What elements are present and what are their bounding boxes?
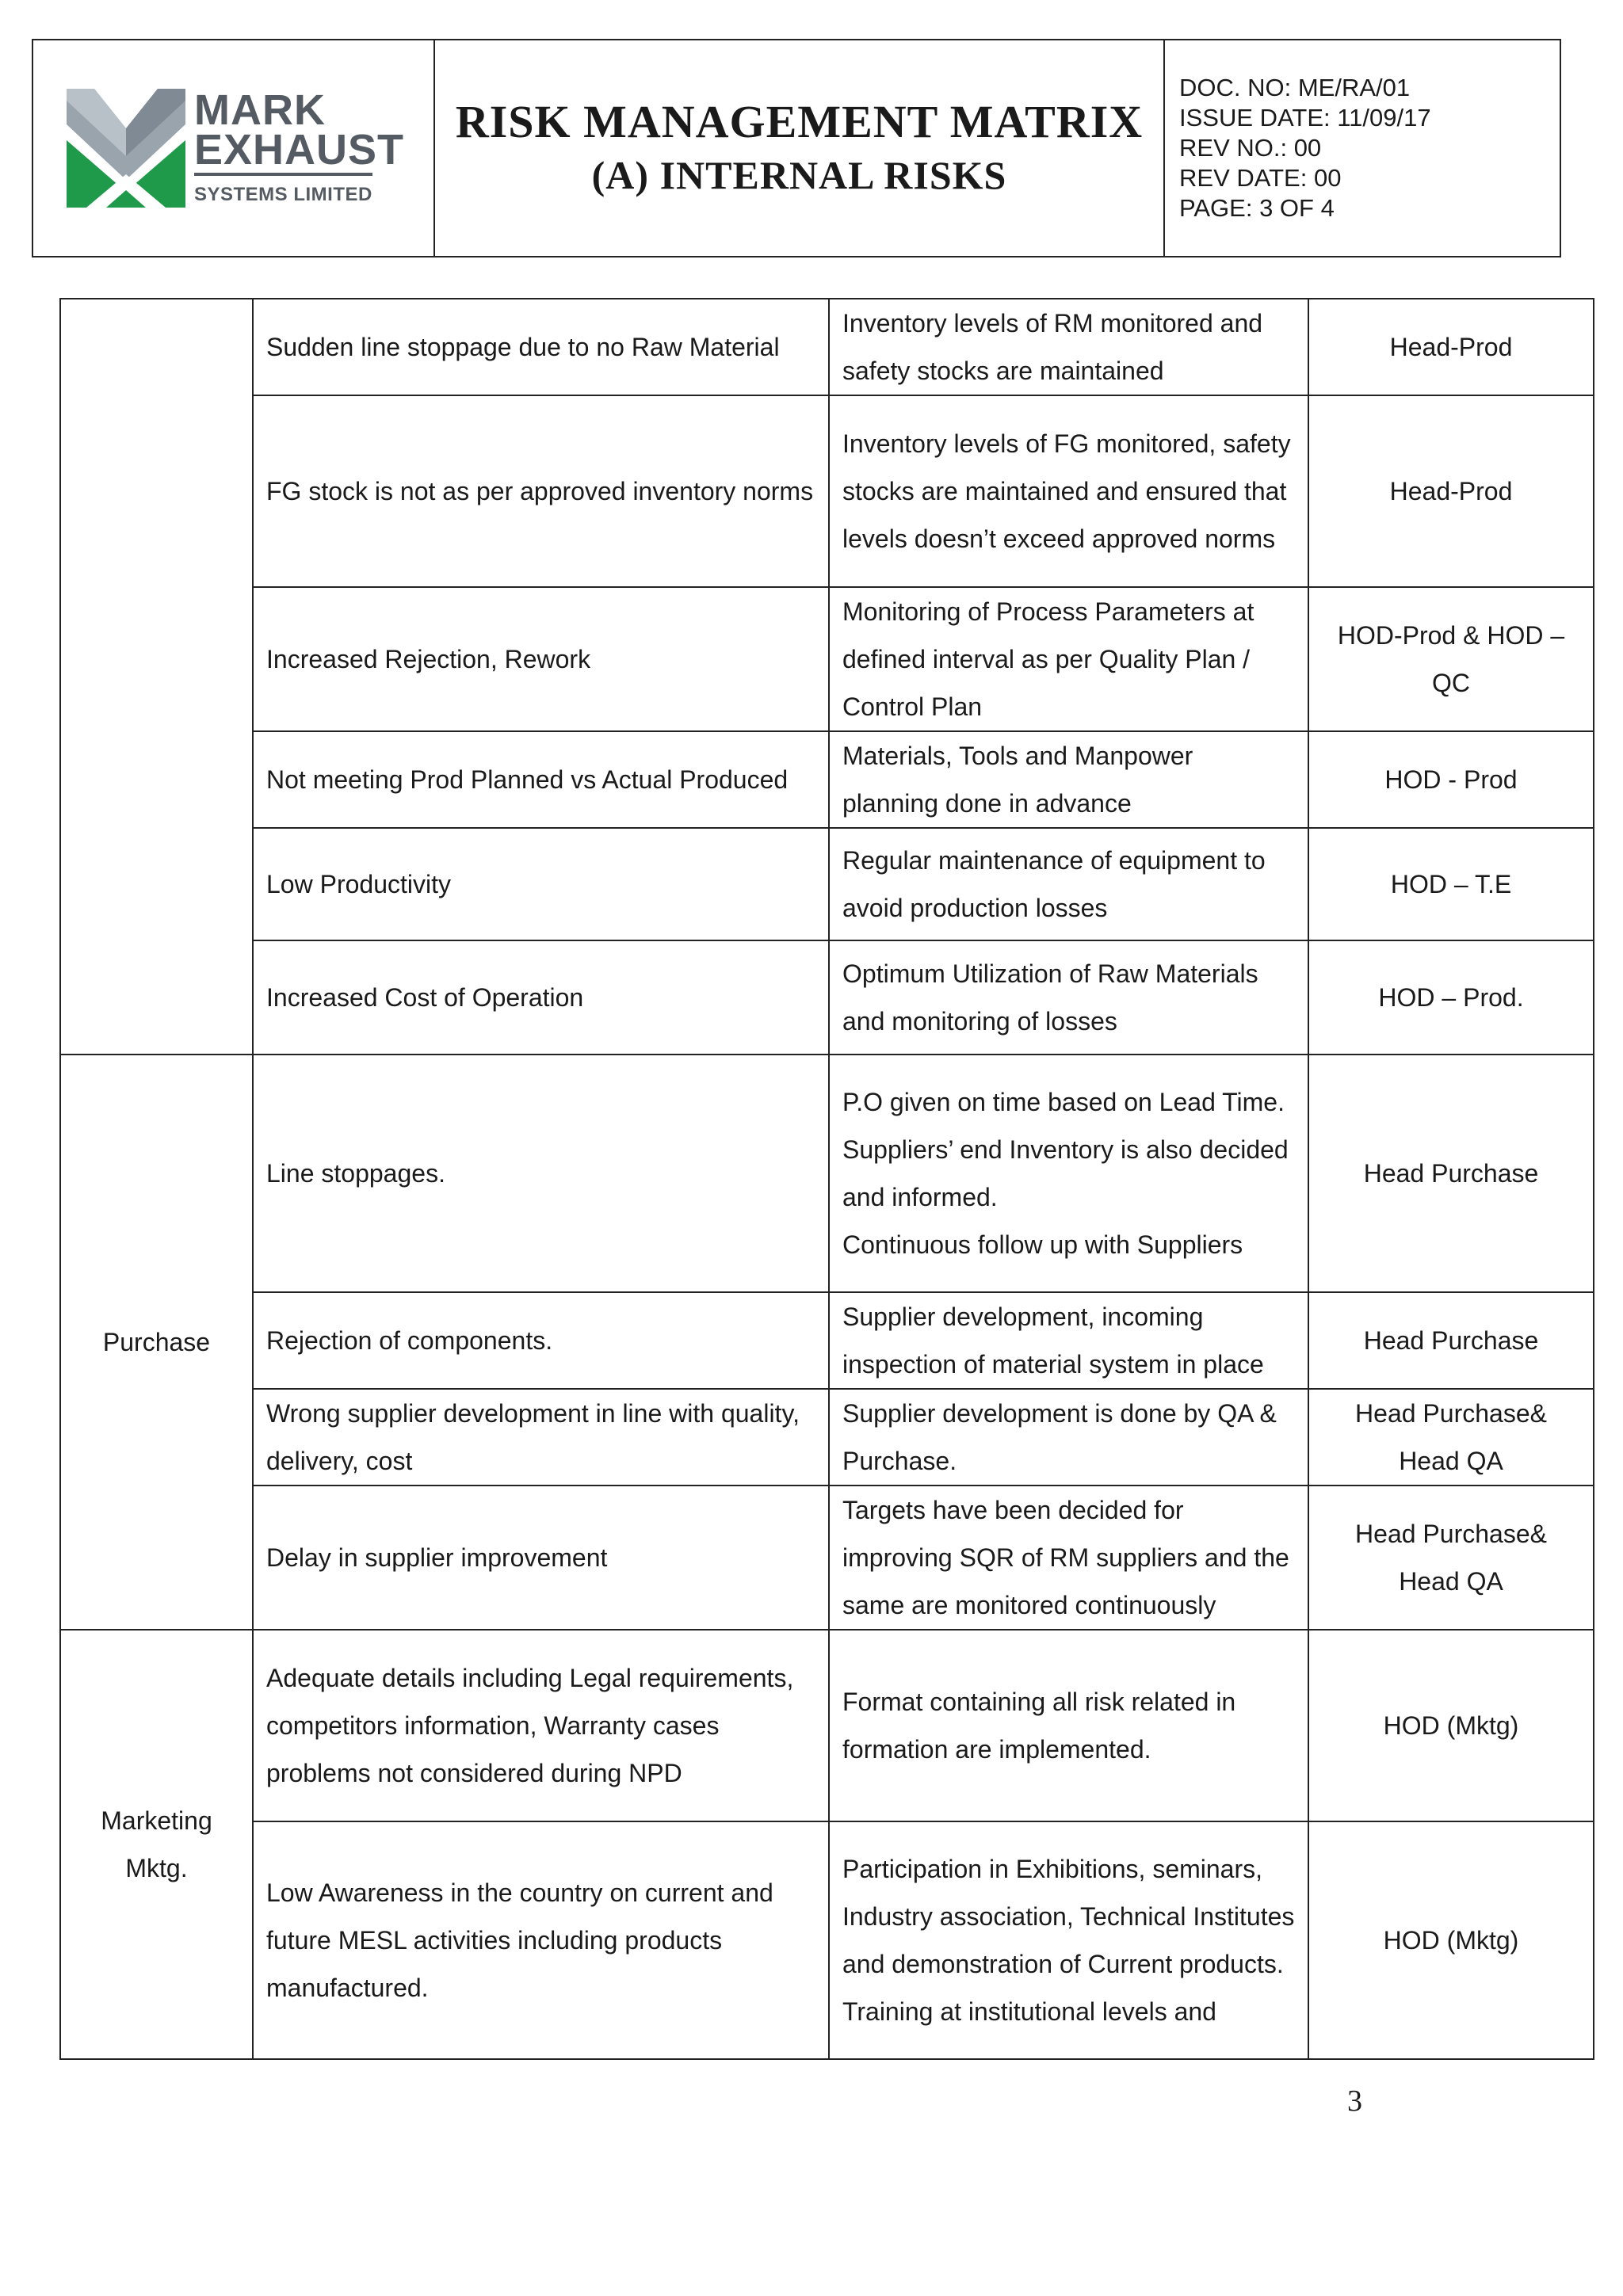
mitigation-cell: Monitoring of Process Parameters at defined interval as per Quality Plan / Control Plan (829, 587, 1308, 731)
owner-cell: HOD (Mktg) (1308, 1821, 1594, 2059)
document-title: RISK MANAGEMENT MATRIX (455, 96, 1144, 147)
company-logo (63, 81, 404, 215)
mitigation-line: Training at institutional levels and (842, 1997, 1216, 2026)
logo-mark-icon (63, 81, 189, 215)
doc-number: DOC. NO: ME/RA/01 (1179, 74, 1411, 101)
owner-cell: HOD-Prod & HOD – QC (1308, 587, 1594, 731)
risk-cell: Low Awareness in the country on current and future MESL activities including products manufactured. (253, 1821, 829, 2059)
table-row (60, 1821, 1594, 2059)
risk-cell: FG stock is not as per approved inventory norms (253, 395, 829, 587)
owner-cell: HOD – Prod. (1308, 940, 1594, 1055)
owner-cell: Head Purchase (1308, 1292, 1594, 1389)
mitigation-cell: Inventory levels of FG monitored, safety stocks are maintained and ensured that levels doesn’t exceed approved norms (829, 395, 1308, 587)
risk-cell: Delay in supplier improvement (253, 1486, 829, 1630)
document-header (32, 39, 1561, 257)
department-name: Marketing (101, 1806, 212, 1835)
logo-cell (33, 40, 435, 256)
risk-cell: Increased Cost of Operation (253, 940, 829, 1055)
risk-cell: Wrong supplier development in line with quality, delivery, cost (253, 1389, 829, 1486)
mitigation-cell: Format containing all risk related in formation are implemented. (829, 1630, 1308, 1821)
risk-matrix-table (59, 298, 1594, 2060)
table-row (60, 587, 1594, 731)
table-row (60, 731, 1594, 828)
table-row (60, 1292, 1594, 1389)
risk-cell: Low Productivity (253, 828, 829, 940)
risk-cell: Sudden line stoppage due to no Raw Material (253, 299, 829, 395)
logo-text-mark: MARK (193, 86, 326, 134)
department-cell: Purchase (60, 1055, 253, 1630)
issue-date: ISSUE DATE: 11/09/17 (1179, 104, 1431, 132)
risk-cell: Increased Rejection, Rework (253, 587, 829, 731)
table-row (60, 940, 1594, 1055)
logo-text-systems: SYSTEMS LIMITED (193, 184, 372, 205)
mitigation-cell (829, 1821, 1308, 2059)
mitigation-cell: Regular maintenance of equipment to avoid production losses (829, 828, 1308, 940)
owner-cell: Head Purchase (1308, 1055, 1594, 1292)
table-row (60, 828, 1594, 940)
mitigation-cell: Targets have been decided for improving SQR of RM suppliers and the same are monitored continuously (829, 1486, 1308, 1630)
mitigation-line: Suppliers’ end Inventory is also decided and informed. (842, 1135, 1289, 1211)
mitigation-line: P.O given on time based on Lead Time. (842, 1088, 1285, 1116)
page-number: 3 (1347, 2084, 1362, 2118)
mitigation-cell: Supplier development, incoming inspection of material system in place (829, 1292, 1308, 1389)
owner-cell: HOD (Mktg) (1308, 1630, 1594, 1821)
department-cell (60, 1630, 253, 2059)
owner-cell: HOD - Prod (1308, 731, 1594, 828)
owner-cell: HOD – T.E (1308, 828, 1594, 940)
risk-cell: Rejection of components. (253, 1292, 829, 1389)
revision-number: REV NO.: 00 (1179, 134, 1322, 162)
mitigation-cell: Materials, Tools and Manpower planning done in advance (829, 731, 1308, 828)
table-row (60, 1389, 1594, 1486)
document-control-cell (1165, 40, 1560, 256)
table-row (60, 1055, 1594, 1292)
logo-text-exhaust: EXHAUST (193, 126, 405, 174)
owner-cell: Head Purchase& Head QA (1308, 1486, 1594, 1630)
risk-cell: Adequate details including Legal requirements, competitors information, Warranty cases problems not considered during NPD (253, 1630, 829, 1821)
mitigation-cell: Supplier development is done by QA & Purchase. (829, 1389, 1308, 1486)
table-row (60, 299, 1594, 395)
revision-date: REV DATE: 00 (1179, 164, 1342, 192)
mitigation-cell (829, 1055, 1308, 1292)
risk-cell: Not meeting Prod Planned vs Actual Produced (253, 731, 829, 828)
title-cell (435, 40, 1165, 256)
mitigation-line: Participation in Exhibitions, seminars, Industry association, Technical Institutes and demonstration of Current products. (842, 1855, 1295, 1978)
mitigation-cell: Optimum Utilization of Raw Materials and monitoring of losses (829, 940, 1308, 1055)
mitigation-line: Continuous follow up with Suppliers (842, 1230, 1243, 1259)
document-subtitle: (A) INTERNAL RISKS (591, 153, 1007, 197)
mitigation-cell: Inventory levels of RM monitored and safety stocks are maintained (829, 299, 1308, 395)
owner-cell: Head-Prod (1308, 395, 1594, 587)
risk-cell: Line stoppages. (253, 1055, 829, 1292)
page-indicator: PAGE: 3 OF 4 (1179, 194, 1335, 222)
table-row (60, 1630, 1594, 1821)
department-cell-blank (60, 299, 253, 1055)
department-abbreviation: Mktg. (125, 1854, 188, 1882)
owner-cell: Head Purchase& Head QA (1308, 1389, 1594, 1486)
table-row (60, 395, 1594, 587)
table-row (60, 1486, 1594, 1630)
owner-cell: Head-Prod (1308, 299, 1594, 395)
